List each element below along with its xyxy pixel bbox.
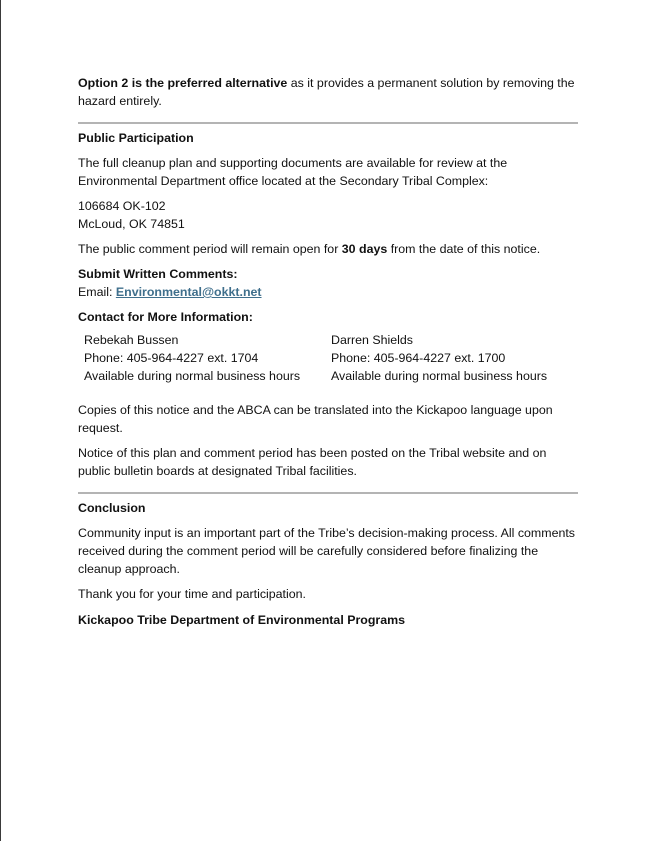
email-label: Email: (78, 285, 116, 299)
conclusion-paragraph: Community input is an important part of the Tribe’s decision-making process. All comments received during the comment period will be carefully considered before finalizing the cleanup approach. (78, 526, 575, 576)
address-line-1: 106684 OK-102 (78, 199, 166, 213)
page-left-border (0, 0, 1, 841)
contact-hours: Available during normal business hours (331, 369, 548, 383)
office-address (78, 197, 578, 233)
intro-paragraph (78, 74, 578, 110)
intro-rest: as it provides a permanent solution by removing the hazard entirely. (78, 76, 575, 108)
comment-period-post: from the date of this notice. (387, 242, 541, 256)
translation-paragraph: Copies of this notice and the ABCA can be translated into the Kickapoo language upon request. (78, 403, 553, 435)
availability-paragraph: The full cleanup plan and supporting documents are available for review at the Environmental Department office located at the Secondary Tribal Complex: (78, 156, 508, 188)
thank-you-paragraph: Thank you for your time and participation. (78, 587, 306, 601)
intro-bold: Option 2 is the preferred alternative (78, 76, 288, 90)
public-participation-heading: Public Participation (78, 131, 194, 145)
email-link[interactable]: Environmental@okkt.net (115, 285, 262, 299)
submit-comments-heading: Submit Written Comments: (78, 267, 238, 281)
email-line (78, 283, 578, 301)
document-page (78, 74, 578, 629)
contacts-block (78, 331, 578, 385)
section-divider (78, 492, 578, 494)
contact-phone: Phone: 405-964-4227 ext. 1700 (331, 351, 506, 365)
posting-paragraph: Notice of this plan and comment period has been posted on the Tribal website and on public bulletin boards at designated Tribal facilities. (78, 446, 547, 478)
contact-name: Rebekah Bussen (84, 333, 179, 347)
contact-hours: Available during normal business hours (84, 369, 301, 383)
signature: Kickapoo Tribe Department of Environmental Programs (78, 613, 406, 627)
comment-period-pre: The public comment period will remain open for (78, 242, 342, 256)
section-divider (78, 122, 578, 124)
comment-period-paragraph (78, 240, 578, 258)
contact-phone: Phone: 405-964-4227 ext. 1704 (84, 351, 259, 365)
address-line-2: McLoud, OK 74851 (78, 217, 185, 231)
contact-card (84, 331, 331, 385)
conclusion-heading: Conclusion (78, 501, 146, 515)
contact-heading: Contact for More Information: (78, 310, 253, 324)
contact-name: Darren Shields (331, 333, 413, 347)
comment-period-days: 30 days (341, 242, 388, 256)
contact-card (331, 331, 578, 385)
